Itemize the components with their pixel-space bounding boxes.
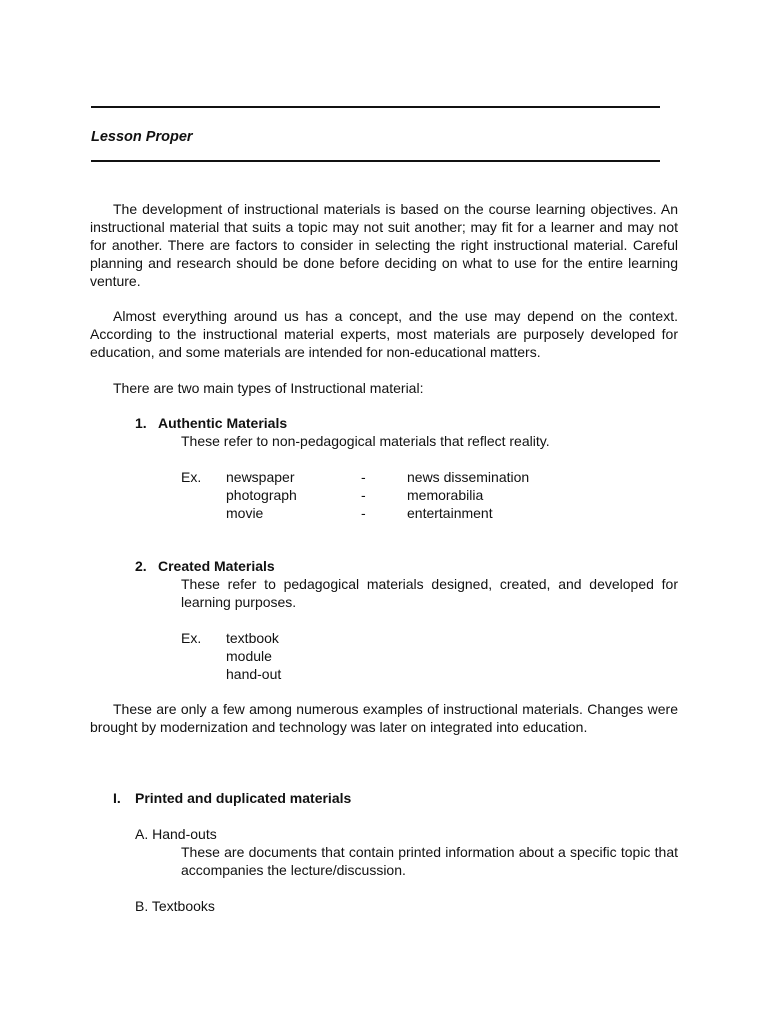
example-dash: -: [361, 469, 366, 485]
section-1-heading: Printed and duplicated materials: [135, 790, 352, 806]
type-1-number: 1.: [135, 415, 147, 431]
section-1-item-b-label: B. Textbooks: [135, 898, 215, 914]
type-1-heading: Authentic Materials: [158, 415, 288, 431]
example-meaning: news dissemination: [407, 469, 530, 485]
title-underline-rule: [91, 160, 660, 162]
intro-paragraph-3: There are two main types of Instructional material:: [113, 380, 424, 396]
example-item: movie: [226, 505, 264, 521]
type-2-ex-label: Ex.: [181, 630, 202, 646]
type-2-number: 2.: [135, 558, 147, 574]
section-1-item-a-description: These are documents that contain printed information about a specific topic that accompanies the lecture/discussion.: [181, 844, 678, 878]
example-dash: -: [361, 505, 366, 521]
type-2-description: These refer to pedagogical materials designed, created, and developed for learning purposes.: [181, 576, 678, 610]
example-item: module: [226, 648, 272, 664]
example-meaning: memorabilia: [407, 487, 484, 503]
top-rule: [91, 106, 660, 108]
example-meaning: entertainment: [407, 505, 493, 521]
type-1-ex-label: Ex.: [181, 469, 202, 485]
page-title: Lesson Proper: [91, 129, 193, 145]
example-item: hand-out: [226, 666, 282, 682]
intro-paragraph-2: Almost everything around us has a concept, and the use may depend on the context. According to the instructional material experts, most materials are purposely developed for education, and some materials are intended for non-educational matters.: [90, 308, 678, 360]
example-dash: -: [361, 487, 366, 503]
intro-paragraph-1: The development of instructional materials is based on the course learning objectives. An instructional material that suits a topic may not suit another; may fit for a learner and may not for another. There are factors to consider in selecting the right instructional material. Careful planning and research should be done before deciding on what to use for the entire learning venture.: [90, 201, 678, 289]
example-item: textbook: [226, 630, 279, 646]
section-1-numeral: I.: [113, 790, 121, 806]
closing-paragraph: These are only a few among numerous examples of instructional materials. Changes were brought by modernization and technology was later on integrated into education.: [90, 701, 678, 735]
example-item: newspaper: [226, 469, 295, 485]
type-2-heading: Created Materials: [158, 558, 275, 574]
section-1-item-a-label: A. Hand-outs: [135, 826, 217, 842]
example-item: photograph: [226, 487, 297, 503]
type-1-description: These refer to non-pedagogical materials that reflect reality.: [181, 433, 550, 449]
